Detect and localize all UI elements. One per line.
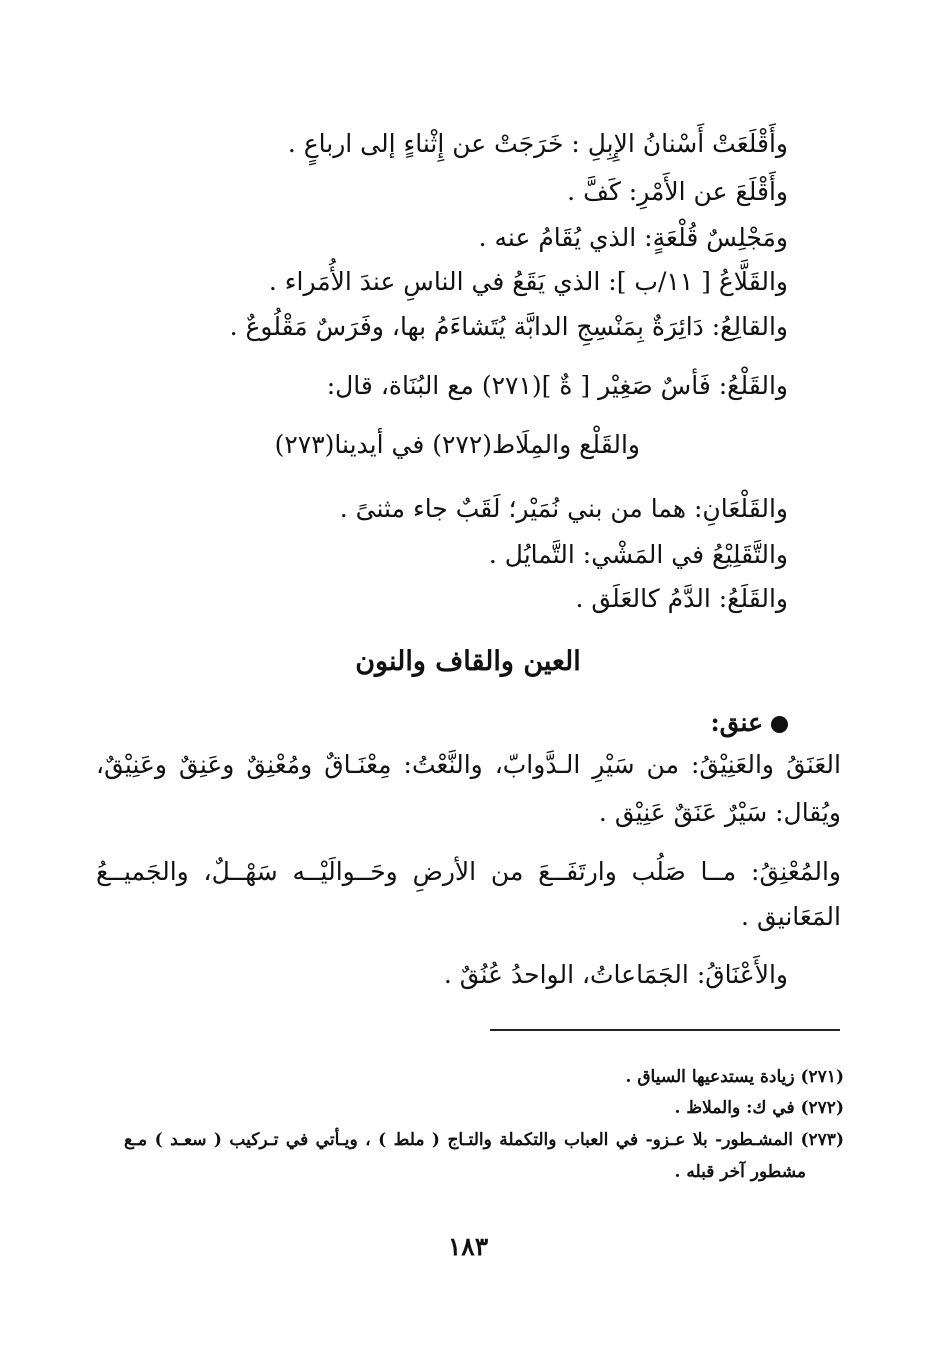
text-line: ومَجْلِسٌ قُلْعَةٍ: الذي يُقَامُ عنه . bbox=[478, 223, 788, 252]
text-line: العَنَقُ والعَنِيْقُ: من سَيْرِ الـدَّوابّ، والنَّعْتُ: مِعْنَـاقٌ ومُعْنِقٌ وعَنِقٌ وعَنِيْقٌ، bbox=[96, 750, 841, 779]
footnote: (٢٧٢) في ك: والملاظ . bbox=[674, 1098, 844, 1118]
footnote: (٢٧٣) المشـطور- بلا عـزو- في العباب والتكملة والتـاج ( ملط ) ، ويـأتي في تـركيب ( سعـد ) مـع bbox=[124, 1130, 844, 1150]
text-line: والقَلْعُ: فَأسٌ صَغِيْر [ ةٌ ](٢٧١) مع البُنَاة، قال: bbox=[326, 371, 788, 400]
text-line: والقَلْعَانِ: هما من بني نُمَيْر؛ لَقَبٌ جاء مثنىً . bbox=[339, 494, 788, 523]
entry-head-label: عنق: bbox=[710, 708, 763, 737]
verse-line: والقَلْع والمِلَاط(٢٧٢) في أيدينا(٢٧٣) bbox=[274, 430, 640, 459]
text-line: وأَقْلَعَتْ أَسْنانُ الإِبِلِ : خَرَجَتْ عن إِثْناءٍ إلى ارباعٍ . bbox=[287, 129, 788, 158]
text-line: المَعَانيق . bbox=[741, 902, 841, 931]
text-line: ويُقال: سَيْرٌ عَنَقٌ عَنِيْق . bbox=[598, 798, 841, 827]
footnote-continuation: مشطور آخر قبله . bbox=[674, 1162, 806, 1182]
text-line: والقَلَعُ: الدَّمُ كالعَلَق . bbox=[575, 584, 788, 613]
text-line: والقالِعُ: دَائِرَةٌ بِمَنْسِجِ الدابَّة يُتَشاءَمُ بها، وفَرَسٌ مَقْلُوعٌ . bbox=[229, 312, 788, 341]
text-line: وأَقْلَعَ عن الأَمْرِ: كَفَّ . bbox=[567, 177, 788, 206]
page-number: ١٨٣ bbox=[447, 1232, 489, 1261]
text-line: والقَلَّاعُ [ ١١/ب ]: الذي يَقَعُ في الناسِ عندَ الأُمَراء . bbox=[268, 267, 788, 296]
entry-heading bbox=[710, 706, 788, 740]
footnote: (٢٧١) زيادة يستدعيها السياق . bbox=[625, 1067, 844, 1087]
footnote-divider bbox=[490, 1029, 840, 1031]
section-heading: العين والقاف والنون bbox=[355, 646, 581, 677]
text-line: والمُعْنِقُ: مــا صَلُب وارتَفَــعَ من الأرضِ وحَــوالَيْــه سَهْــلٌ، والجَميــعُ bbox=[96, 857, 841, 886]
bullet-icon bbox=[771, 716, 788, 733]
text-line: والتَّقَلِيْعُ في المَشْي: التَّمايُل . bbox=[488, 540, 788, 569]
text-line: والأَعْنَاقُ: الجَمَاعاتُ، الواحدُ عُنُقٌ . bbox=[443, 960, 788, 989]
